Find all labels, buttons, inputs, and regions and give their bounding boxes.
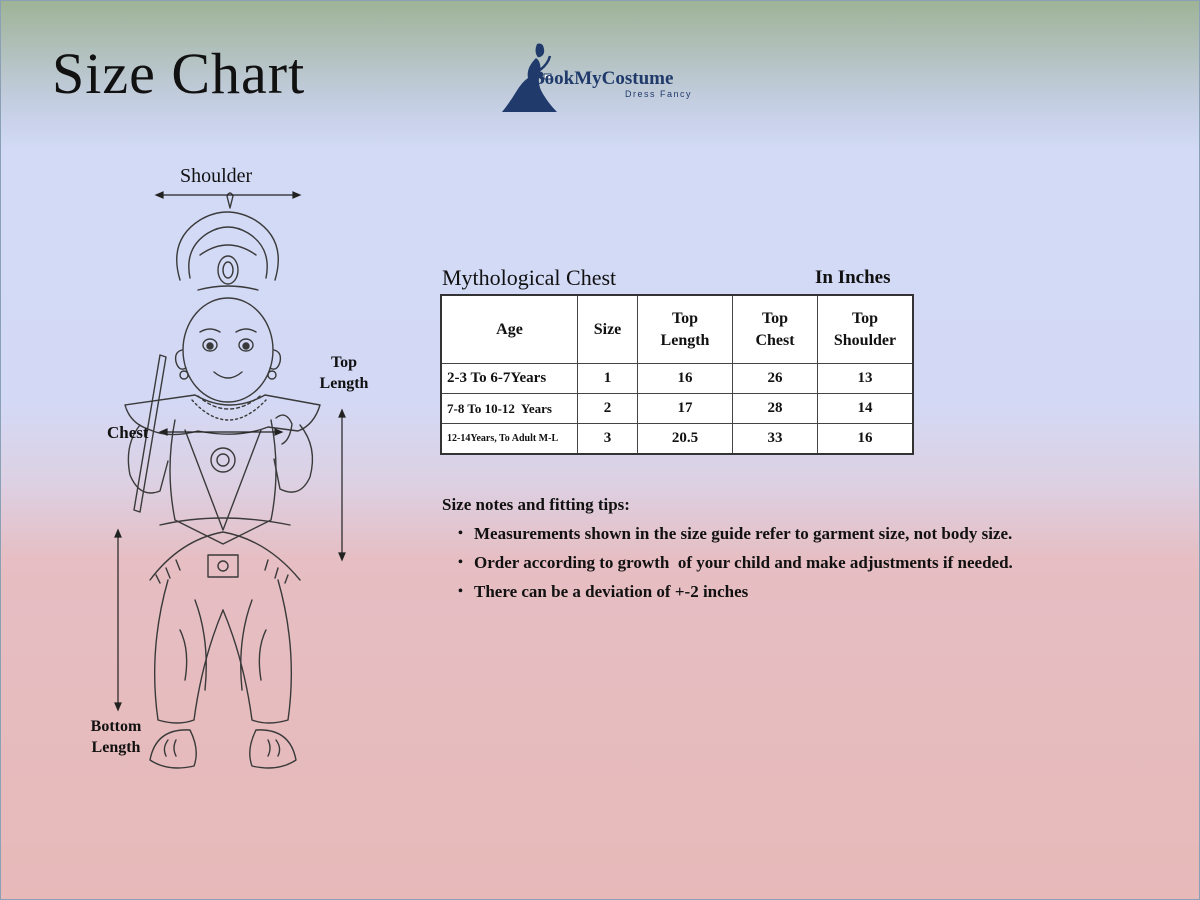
brand-tagline: Dress Fancy xyxy=(625,89,693,99)
table-row xyxy=(441,424,913,455)
page-title: Size Chart xyxy=(52,41,306,106)
cell-top-shoulder: 14 xyxy=(818,394,914,424)
table-header-row xyxy=(441,295,913,364)
table-row xyxy=(441,394,913,424)
brand-name: BookMyCostume xyxy=(532,68,674,89)
column-header-top-shoulder-text: Top Shoulder xyxy=(833,309,897,349)
cell-age: 12-14Years, To Adult M-L xyxy=(441,424,578,455)
cell-size: 3 xyxy=(578,424,638,455)
size-notes xyxy=(442,495,1142,606)
cell-size: 1 xyxy=(578,364,638,394)
brand-logo xyxy=(500,40,710,115)
table-heading: Mythological Chest xyxy=(442,265,617,290)
list-item: • Measurements shown in the size guide refer to garment size, not body size. xyxy=(458,519,1142,548)
list-item: • There can be a deviation of +-2 inches xyxy=(458,577,1142,606)
cell-age: 2-3 To 6-7Years xyxy=(441,364,578,394)
column-header-age: Age xyxy=(441,295,578,364)
costume-figure-illustration xyxy=(90,160,390,790)
cell-top-length: 17 xyxy=(638,394,733,424)
cell-top-length: 20.5 xyxy=(638,424,733,455)
column-header-size: Size xyxy=(578,295,638,364)
cell-top-shoulder: 13 xyxy=(818,364,914,394)
bottom-length-label: Bottom Length xyxy=(90,718,142,756)
shoulder-label: Shoulder xyxy=(180,165,253,187)
size-table xyxy=(440,294,914,455)
cell-size: 2 xyxy=(578,394,638,424)
size-notes-title: Size notes and fitting tips: xyxy=(442,495,630,514)
cell-top-length: 16 xyxy=(638,364,733,394)
column-header-top-shoulder xyxy=(818,295,914,364)
cell-top-chest: 33 xyxy=(733,424,818,455)
column-header-top-chest xyxy=(733,295,818,364)
top-length-label: Top Length xyxy=(319,354,369,392)
table-row xyxy=(441,364,913,394)
cell-top-chest: 28 xyxy=(733,394,818,424)
column-header-top-chest-text: Top Chest xyxy=(755,309,795,349)
column-header-top-length-text: Top Length xyxy=(660,309,710,349)
cell-top-shoulder: 16 xyxy=(818,424,914,455)
size-notes-list xyxy=(442,519,1142,606)
list-item: • Order according to growth of your child and make adjustments if needed. xyxy=(458,548,1142,577)
cell-top-chest: 26 xyxy=(733,364,818,394)
table-unit-label: In Inches xyxy=(815,267,891,288)
cell-age: 7-8 To 10-12 Years xyxy=(441,394,578,424)
chest-label: Chest xyxy=(107,423,149,442)
column-header-top-length xyxy=(638,295,733,364)
